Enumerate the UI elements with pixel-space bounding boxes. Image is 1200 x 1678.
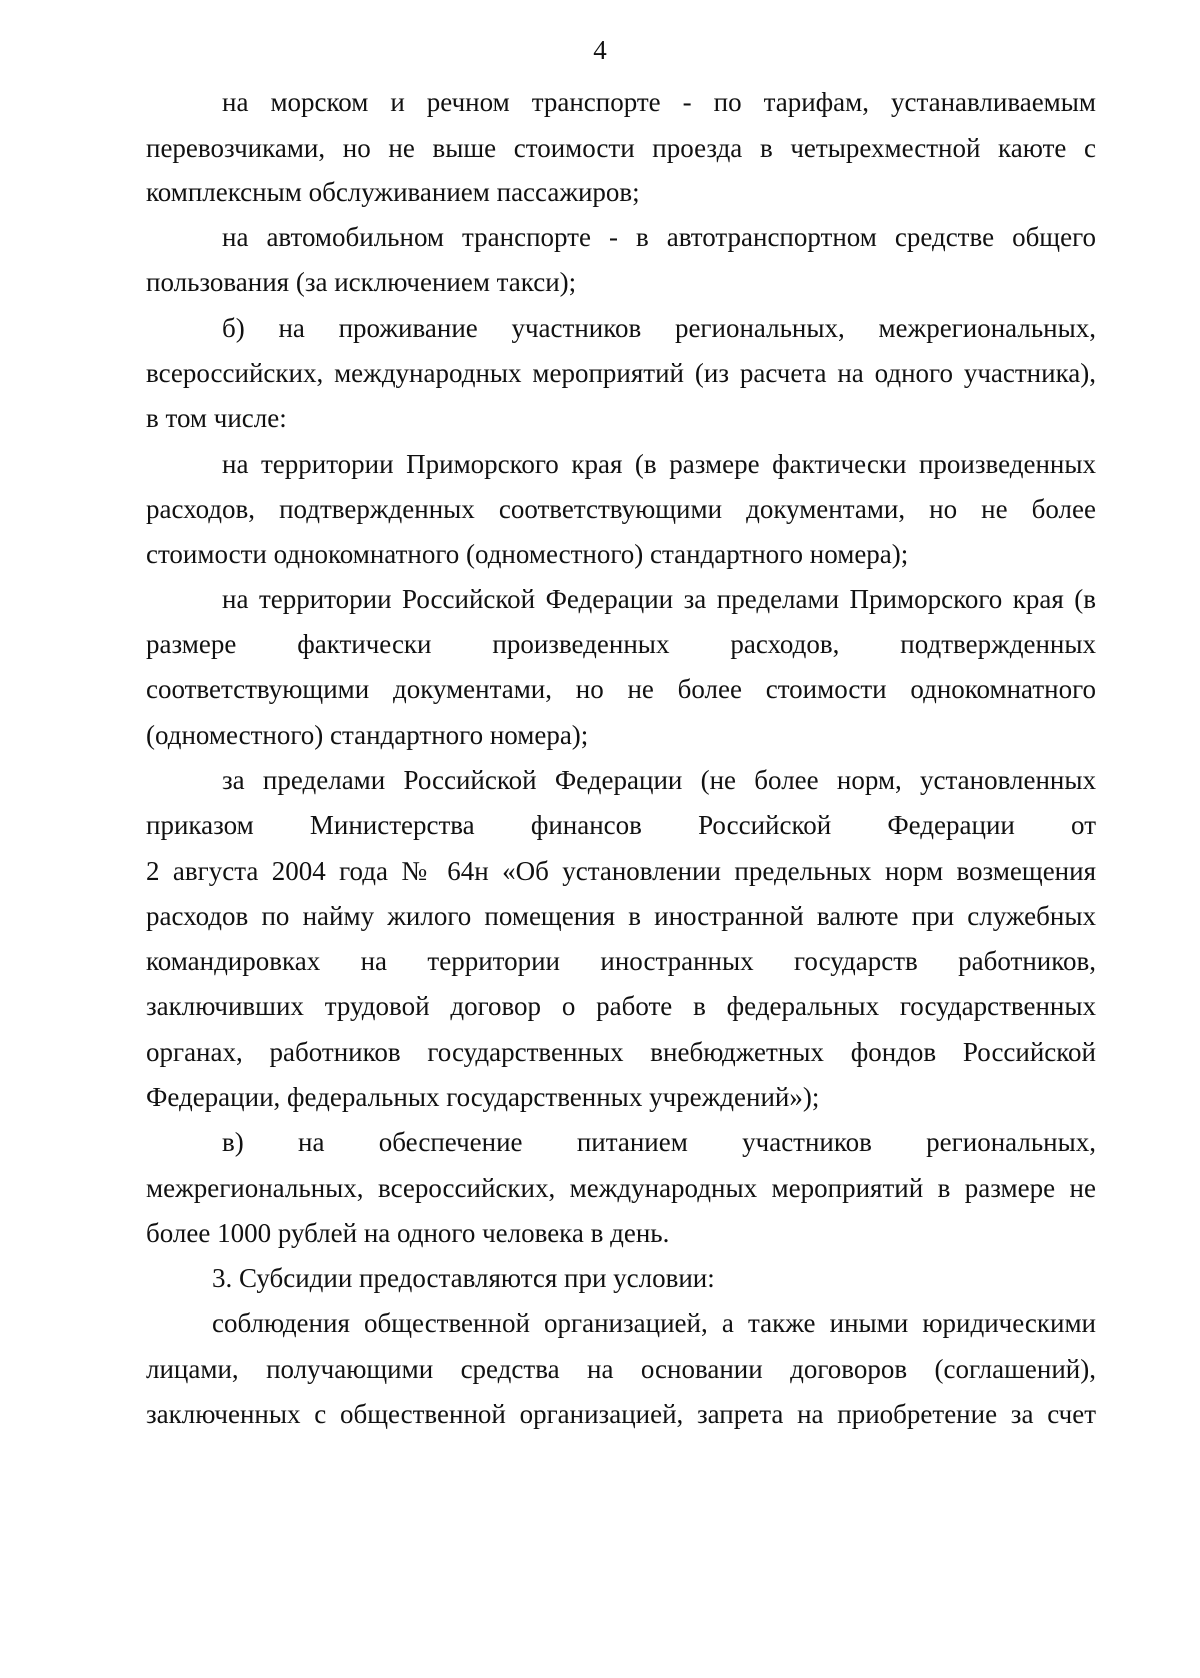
text-line: командировках на территории иностранных государств работников, xyxy=(146,946,1096,976)
text-line: стоимости однокомнатного (одноместного) стандартного номера); xyxy=(146,539,909,569)
text-line: на автомобильном транспорте - в автотранспортном средстве общего xyxy=(222,222,1096,252)
text-line: расходов по найму жилого помещения в иностранной валюте при служебных xyxy=(146,901,1096,931)
text-line: в) на обеспечение питанием участников региональных, xyxy=(222,1127,1096,1157)
text-line: на территории Приморского края (в размере фактически произведенных xyxy=(222,449,1096,479)
page-number: 4 xyxy=(593,35,607,65)
text-line: за пределами Российской Федерации (не более норм, установленных xyxy=(222,765,1096,795)
text-line: расходов, подтвержденных соответствующими документами, но не более xyxy=(146,494,1096,524)
text-line: межрегиональных, всероссийских, международных мероприятий в размере не xyxy=(146,1173,1096,1203)
text-line: на морском и речном транспорте - по тарифам, устанавливаемым xyxy=(222,87,1096,117)
text-line: более 1000 рублей на одного человека в день. xyxy=(146,1218,670,1248)
text-line: комплексным обслуживанием пассажиров; xyxy=(146,177,640,207)
text-line: (одноместного) стандартного номера); xyxy=(146,720,589,750)
text-line: перевозчиками, но не выше стоимости проезда в четырехместной каюте с xyxy=(146,133,1096,163)
section-heading: 3. Субсидии предоставляются при условии: xyxy=(212,1263,715,1293)
text-line: на территории Российской Федерации за пределами Приморского края (в xyxy=(222,584,1096,614)
text-line: лицами, получающими средства на основании договоров (соглашений), xyxy=(146,1354,1096,1384)
text-line: приказом Министерства финансов Российской Федерации от xyxy=(146,810,1096,840)
text-line: органах, работников государственных внебюджетных фондов Российской xyxy=(146,1037,1096,1067)
text-line: заключивших трудовой договор о работе в федеральных государственных xyxy=(146,991,1096,1021)
text-line: соблюдения общественной организацией, а также иными юридическими xyxy=(212,1308,1096,1338)
text-line: б) на проживание участников региональных, межрегиональных, xyxy=(222,313,1096,343)
text-line: соответствующими документами, но не более стоимости однокомнатного xyxy=(146,674,1096,704)
text-line: всероссийских, международных мероприятий (из расчета на одного участника), xyxy=(146,358,1096,388)
text-line: 2 августа 2004 года № 64н «Об установлении предельных норм возмещения xyxy=(146,856,1096,886)
text-line: размере фактически произведенных расходов, подтвержденных xyxy=(146,629,1096,659)
text-line: заключенных с общественной организацией, запрета на приобретение за счет xyxy=(146,1399,1096,1429)
text-line: пользования (за исключением такси); xyxy=(146,267,577,297)
text-line: в том числе: xyxy=(146,403,287,433)
text-line: Федерации, федеральных государственных учреждений»); xyxy=(146,1082,820,1112)
